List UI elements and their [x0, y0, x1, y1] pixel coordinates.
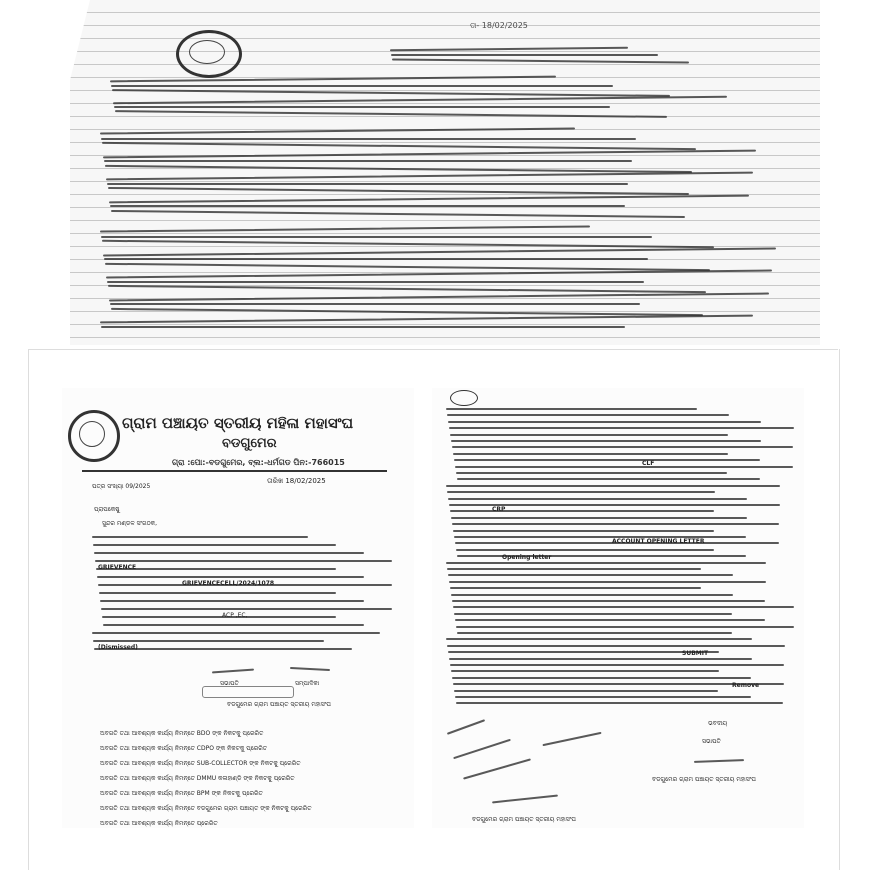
body-text-line	[457, 632, 732, 634]
handwriting-stroke	[110, 205, 625, 207]
body-text-line	[448, 574, 733, 576]
handwriting-stroke	[109, 194, 749, 203]
body-text-line	[448, 651, 719, 653]
handwriting-stroke	[101, 236, 652, 238]
handwriting-stroke	[111, 85, 613, 87]
body-text-line	[452, 600, 765, 602]
body-keyword-1: GRIEVENCE	[98, 564, 137, 571]
body-text-line	[454, 459, 760, 461]
panel-divider	[28, 349, 838, 350]
cc-item-3: ଅବଗତି ତଥା ଆବଶ୍ୟକ କାର୍ଯ୍ୟ ନିମନ୍ତେ SUB-COLLECTOR ଙ୍କ ନିକଟକୁ ପ୍ରେରିତ	[100, 760, 301, 767]
cc-item-1: ଅବଗତି ତଥା ଆବଶ୍ୟକ କାର୍ଯ୍ୟ ନିମନ୍ତେ BDO ଙ୍କ ନିକଟକୁ ପ୍ରେରିତ	[100, 730, 264, 737]
org-footer: ବଡଗୁମେର ଗ୍ରାମ ପଞ୍ଚାୟତ ସ୍ତରୀୟ ମହାସଂଘ	[227, 701, 331, 708]
salutation: ପ୍ରାପକେଷୁ	[94, 506, 120, 513]
org-title: ଗ୍ରାମ ପଞ୍ଚାୟତ ସ୍ତରୀୟ ମହିଳା ମହାସଂଘ	[122, 414, 354, 432]
handwriting-stroke	[101, 326, 625, 328]
frame-left-line	[28, 349, 29, 870]
ref-number: ପତ୍ର ସଂଖ୍ୟା 09/2025	[92, 483, 151, 490]
sign-block-2: ବଡଗୁମେର ଗ୍ରାମ ପଞ୍ଚାୟତ ସ୍ତରୀୟ ମହାସଂଘ	[652, 776, 756, 783]
kw-clf: CLF	[642, 460, 655, 467]
body-text-line	[452, 677, 751, 679]
handwritten-note-4	[542, 732, 601, 746]
body-text-line	[450, 664, 784, 666]
handwriting-stroke	[103, 247, 776, 256]
printed-letter-left	[62, 388, 414, 828]
body-text-line	[447, 491, 715, 493]
body-text-line	[449, 427, 794, 429]
body-text-line	[455, 619, 765, 621]
handwriting-stroke	[108, 285, 706, 293]
cc-item-5: ଅବଗତି ତଥା ଆବଶ୍ୟକ କାର୍ଯ୍ୟ ନିମନ୍ତେ BPM ଙ୍କ ନିକଟକୁ ପ୍ରେରିତ	[100, 790, 263, 797]
body-text-line	[94, 552, 364, 554]
signature-right-1	[492, 795, 558, 804]
handwriting-stroke	[107, 281, 644, 283]
closing: ଭବଦୀୟ	[708, 720, 728, 727]
handwritten-document	[70, 0, 820, 345]
cc-item-2: ଅବଗତି ତଥା ଆବଶ୍ୟକ କାର୍ଯ୍ୟ ନିମନ୍ତେ CDPO ଙ୍କ ନିକଟକୁ ପ୍ରେରିତ	[100, 745, 268, 752]
addressee: ସୁନ୍ଦର ମଣ୍ଡଳ ସଂଗଠକ,	[102, 520, 158, 527]
body-text-line	[456, 702, 783, 704]
handwriting-stroke	[100, 128, 575, 135]
cc-item-7: ଅବଗତି ତଥା ଆବଶ୍ୟକ କାର୍ଯ୍ୟ ନିମନ୍ତେ ପ୍ରେରିତ	[100, 820, 218, 827]
body-text-line	[447, 414, 729, 416]
body-text-line	[456, 472, 727, 474]
handwriting-stroke	[110, 303, 640, 305]
handwriting-stroke	[111, 307, 703, 315]
handwritten-note-2	[453, 739, 511, 759]
body-text-line	[95, 560, 392, 562]
signature-right-2	[694, 759, 744, 763]
signature-1	[212, 669, 254, 674]
handwriting-stroke	[105, 262, 710, 270]
handwriting-stroke	[106, 172, 753, 181]
handwriting-stroke	[110, 76, 556, 83]
body-keyword-3: ACP ,EC,	[222, 612, 248, 619]
kw-submit: SUBMIT	[682, 650, 709, 657]
body-text-line	[447, 645, 785, 647]
body-text-line	[451, 440, 761, 442]
body-text-line	[453, 606, 794, 608]
handwriting-stroke	[101, 138, 636, 140]
handwriting-stroke	[390, 47, 628, 51]
body-text-line	[449, 658, 752, 660]
body-text-line	[455, 466, 793, 468]
handwriting-stroke	[112, 89, 670, 97]
body-text-line	[100, 600, 364, 602]
handwritten-note-1	[447, 719, 485, 735]
body-text-line	[452, 446, 793, 448]
kw-opening-letter: Opening letter	[502, 554, 552, 561]
body-text-line	[93, 544, 336, 546]
handwriting-stroke	[392, 58, 689, 63]
body-text-line	[101, 608, 392, 610]
cc-item-4: ଅବଗତି ତଥା ଆବଶ୍ୟକ କାର୍ଯ୍ୟ ନିମନ୍ତେ DMMU କଳାହାଣ୍ଡି ଙ୍କ ନିକଟକୁ ପ୍ରେରିତ	[100, 775, 295, 782]
body-text-line	[451, 517, 747, 519]
page-stamp-icon	[450, 390, 478, 406]
handwriting-stroke	[106, 270, 772, 279]
handwriting-stroke	[100, 225, 590, 232]
handwriting-stroke	[100, 315, 753, 324]
handwriting-stroke	[103, 149, 756, 158]
body-text-line	[452, 523, 779, 525]
body-text-line	[103, 624, 364, 626]
body-text-line	[93, 640, 324, 642]
signature-stamp-1	[202, 686, 294, 698]
body-text-line	[454, 613, 732, 615]
body-text-line	[451, 670, 719, 672]
signatory-2-role: ସମ୍ପାଦିକା	[295, 680, 320, 687]
kw-account-opening: ACCOUNT OPENING LETTER	[612, 538, 705, 545]
body-keyword-4: (Dismissed)	[98, 644, 138, 651]
handwriting-stroke	[104, 258, 648, 260]
body-keyword-2: GRIEVENCECELL/2024/1078	[182, 580, 275, 587]
handwriting-stroke	[102, 142, 696, 150]
body-text-line	[457, 478, 760, 480]
body-text-line	[97, 576, 364, 578]
body-text-line	[451, 594, 733, 596]
handwriting-stroke	[102, 240, 714, 248]
body-text-line	[92, 536, 308, 538]
signature-2	[290, 667, 330, 671]
body-text-line	[102, 616, 336, 618]
torn-corner	[70, 0, 90, 110]
sign-block-1: ସଭାପତି	[702, 738, 721, 745]
body-text-line	[446, 408, 697, 410]
handwriting-stroke	[115, 110, 667, 118]
handwriting-stroke	[391, 54, 658, 56]
handwritten-note-3	[463, 758, 531, 779]
body-text-line	[457, 555, 746, 557]
official-seal-top-inner	[189, 40, 225, 64]
handwriting-stroke	[114, 106, 610, 108]
handwriting-stroke	[105, 164, 692, 172]
body-text-line	[446, 485, 780, 487]
handwriting-stroke	[109, 292, 769, 301]
body-text-line	[454, 690, 718, 692]
letter-date: ତାରିଖ 18/02/2025	[267, 477, 326, 485]
body-text-line	[446, 562, 766, 564]
body-text-line	[448, 421, 761, 423]
kw-crp: CRP	[492, 506, 506, 513]
body-text-line	[456, 626, 794, 628]
org-address: ଗ୍ରା :ପୋ:-ବଡଗୁମେର, ବ୍ଲ:-ଧର୍ମଗଡ ପିନ:-766015	[172, 458, 345, 467]
body-text-line	[99, 592, 336, 594]
kw-remove: Remove	[732, 682, 760, 689]
handwriting-stroke	[108, 187, 689, 195]
body-text-line	[449, 581, 766, 583]
document-date: ତା- 18/02/2025	[470, 21, 528, 30]
handwriting-stroke	[111, 209, 685, 217]
body-text-line	[450, 587, 701, 589]
body-text-line	[455, 696, 751, 698]
body-text-line	[453, 453, 728, 455]
body-text-line	[456, 549, 714, 551]
handwriting-stroke	[113, 96, 727, 104]
handwriting-stroke	[104, 160, 632, 162]
org-seal-inner	[79, 421, 105, 447]
cc-item-6: ଅବଗତି ତଥା ଆବଶ୍ୟକ କାର୍ଯ୍ୟ ନିମନ୍ତେ ବଡଗୁମେର ଗ୍ରାମ ପଞ୍ଚାୟତ ଙ୍କ ନିକଟକୁ ପ୍ରେରିତ	[100, 805, 312, 812]
body-text-line	[446, 638, 752, 640]
left-footer-org: ବଡଗୁମେର ଗ୍ରାମ ପଞ୍ଚାୟତ ସ୍ତରୀୟ ମହାସଂଘ	[472, 816, 576, 823]
body-text-line	[448, 498, 747, 500]
signatory-1-role: ସଭାପତି	[220, 680, 239, 687]
body-text-line	[92, 632, 380, 634]
frame-right-line	[839, 349, 840, 870]
handwriting-stroke	[107, 183, 628, 185]
printed-letter-right	[432, 388, 804, 828]
body-text-line	[450, 434, 728, 436]
org-subtitle: ବଡଗୁମେର	[222, 436, 277, 451]
header-rule	[82, 470, 387, 472]
body-text-line	[447, 568, 701, 570]
body-text-line	[453, 530, 714, 532]
body-text-line	[450, 510, 714, 512]
